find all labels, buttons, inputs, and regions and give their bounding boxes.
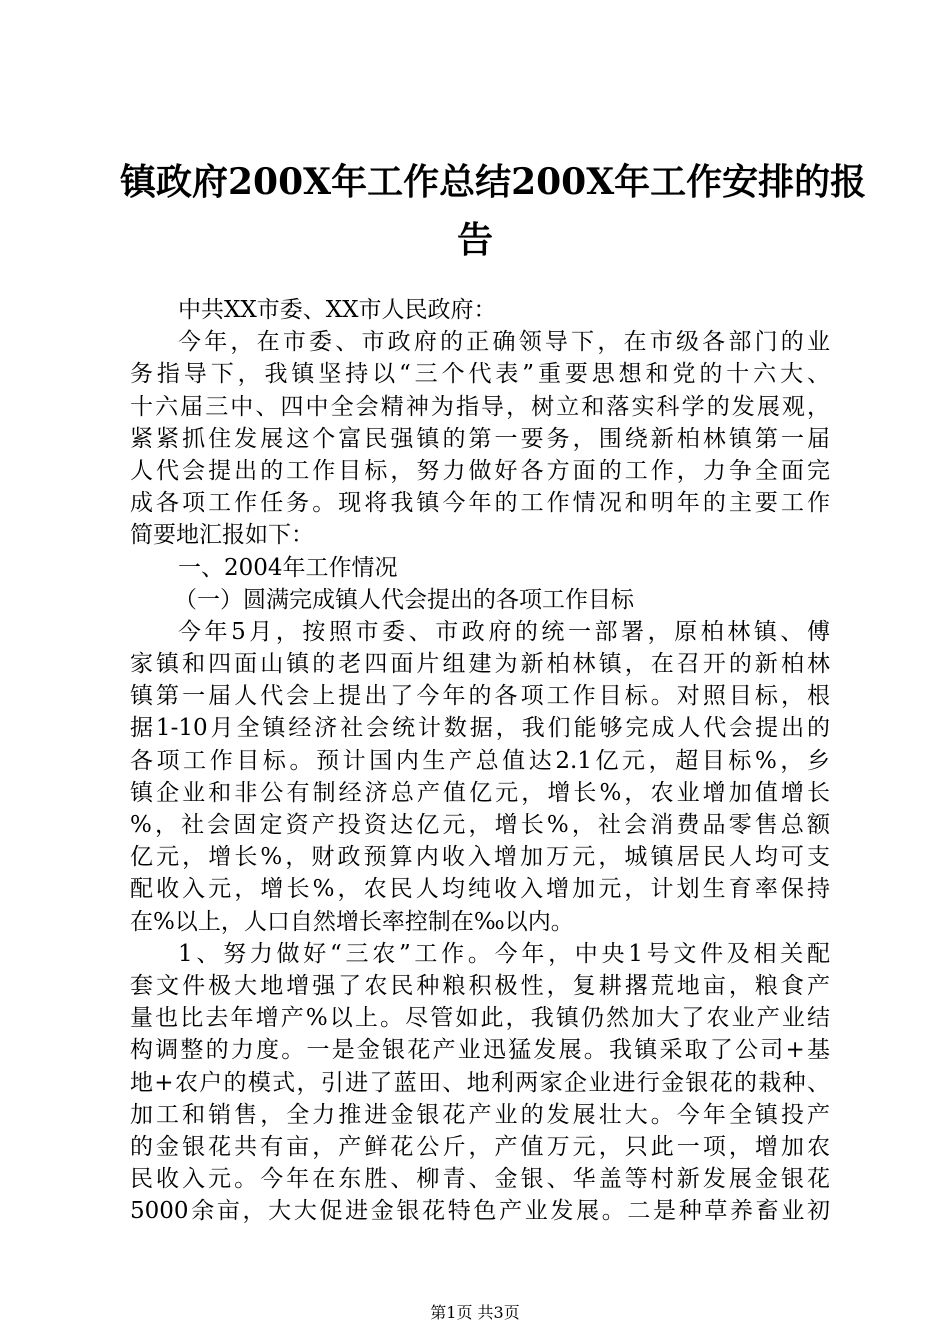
paragraph-line: 亿元，增长%，财政预算内收入增加万元，城镇居民人均可支 [130, 844, 830, 871]
paragraph-line: 今年5月，按照市委、市政府的统一部署，原柏林镇、傅 [178, 618, 830, 645]
paragraph-line: 简要地汇报如下： [130, 522, 314, 549]
paragraph-line: 人代会提出的工作目标，努力做好各方面的工作，力争全面完 [130, 457, 830, 484]
paragraph-line: 务指导下，我镇坚持以“三个代表”重要思想和党的十六大、 [130, 361, 830, 388]
subsection-heading: （一）圆满完成镇人代会提出的各项工作目标 [174, 586, 634, 613]
paragraph-line: 据1-10月全镇经济社会统计数据，我们能够完成人代会提出的 [130, 715, 830, 742]
paragraph-line: 配收入元，增长%，农民人均纯收入增加元，计划生育率保持 [130, 876, 830, 903]
paragraph-line: 套文件极大地增强了农民种粮积极性，复耕撂荒地亩，粮食产 [130, 972, 830, 999]
paragraph-line: 的金银花共有亩，产鲜花公斤，产值万元，只此一项，增加农 [130, 1133, 830, 1160]
paragraph-line: 5000余亩，大大促进金银花特色产业发展。二是种草养畜业初 [130, 1198, 830, 1225]
paragraph-line: 地+农户的模式，引进了蓝田、地利两家企业进行金银花的栽种、 [130, 1069, 830, 1096]
paragraph-line: 加工和销售，全力推进金银花产业的发展壮大。今年全镇投产 [130, 1101, 830, 1128]
paragraph-line: 镇企业和非公有制经济总产值亿元，增长%，农业增加值增长 [130, 779, 830, 806]
paragraph-line: 十六届三中、四中全会精神为指导，树立和落实科学的发展观， [130, 393, 830, 420]
paragraph-line: 今年，在市委、市政府的正确领导下，在市级各部门的业 [178, 329, 830, 356]
paragraph-line: 民收入元。今年在东胜、柳青、金银、华盖等村新发展金银花 [130, 1166, 830, 1193]
document-title-line-2: 告 [456, 219, 493, 261]
salutation: 中共XX市委、XX市人民政府： [178, 297, 497, 323]
paragraph-line: 镇第一届人代会上提出了今年的各项工作目标。对照目标，根 [130, 683, 830, 710]
paragraph-line: 在%以上，人口自然增长率控制在‰以内。 [130, 908, 574, 935]
document-title-line-1: 镇政府200X年工作总结200X年工作安排的报 [120, 161, 867, 203]
paragraph-line: 量也比去年增产%以上。尽管如此，我镇仍然加大了农业产业结 [130, 1005, 830, 1032]
paragraph-line: 各项工作目标。预计国内生产总值达2.1亿元，超目标%，乡 [130, 747, 830, 774]
paragraph-line: 紧紧抓住发展这个富民强镇的第一要务，围绕新柏林镇第一届 [130, 425, 830, 452]
paragraph-line: 构调整的力度。一是金银花产业迅猛发展。我镇采取了公司+基 [130, 1037, 830, 1064]
paragraph-line: 成各项工作任务。现将我镇今年的工作情况和明年的主要工作 [130, 490, 830, 517]
paragraph-line: 家镇和四面山镇的老四面片组建为新柏林镇，在召开的新柏林 [130, 651, 830, 678]
section-heading: 一、2004年工作情况 [178, 554, 398, 581]
document-body [130, 294, 830, 1227]
paragraph-line: %，社会固定资产投资达亿元，增长%，社会消费品零售总额 [130, 812, 830, 838]
paragraph-line: 1、努力做好“三农”工作。今年，中央1号文件及相关配 [178, 940, 830, 967]
page-footer: 第1页 共3页 [430, 1303, 520, 1322]
